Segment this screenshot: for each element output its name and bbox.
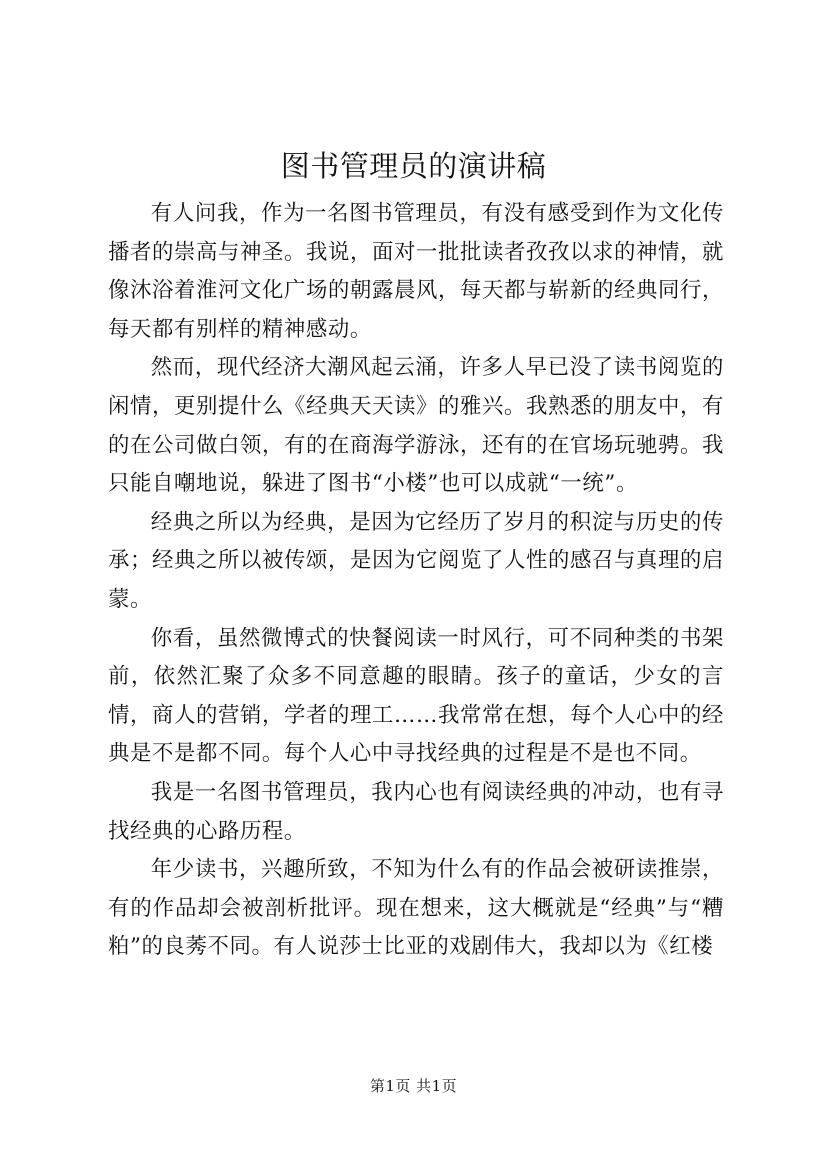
paragraph-1: 有人问我，作为一名图书管理员，有没有感受到作为文化传播者的崇高与神圣。我说，面对一批批读者孜孜以求的神情，就像沐浴着淮河文化广场的朝露晨风，每天都与崭新的经典同行，每天都有别样的精神感动。 <box>108 201 724 342</box>
paragraph-4: 你看，虽然微博式的快餐阅读一时风行，可不同种类的书架前，依然汇聚了众多不同意趣的眼睛。孩子的童话，少女的言情，商人的营销，学者的理工……我常常在想，每个人心中的经典是不是都不同。每个人心中寻找经典的过程是不是也不同。 <box>108 625 724 767</box>
paragraph-3: 经典之所以为经典，是因为它经历了岁月的积淀与历史的传承；经典之所以被传颂，是因为它阅览了人性的感召与真理的启蒙。 <box>108 509 724 612</box>
paragraph-5: 我是一名图书管理员，我内心也有阅读经典的冲动，也有寻找经典的心路历程。 <box>108 779 724 844</box>
document-title: 图书管理员的演讲稿 <box>280 149 547 183</box>
paragraph-6: 年少读书，兴趣所致，不知为什么有的作品会被研读推崇，有的作品却会被剖析批评。现在想来，这大概就是“经典”与“糟粕”的良莠不同。有人说莎士比亚的戏剧伟大，我却以为《红楼 <box>108 857 724 960</box>
document-body <box>108 195 724 967</box>
page-number-footer: 第1页 共1页 <box>369 1077 458 1095</box>
paragraph-2: 然而，现代经济大潮风起云涌，许多人早已没了读书阅览的闲情，更别提什么《经典天天读》的雅兴。我熟悉的朋友中，有的在公司做白领，有的在商海学游泳，还有的在官场玩驰骋。我只能自嘲地说，躲进了图书“小楼”也可以成就“一统”。 <box>108 355 724 497</box>
